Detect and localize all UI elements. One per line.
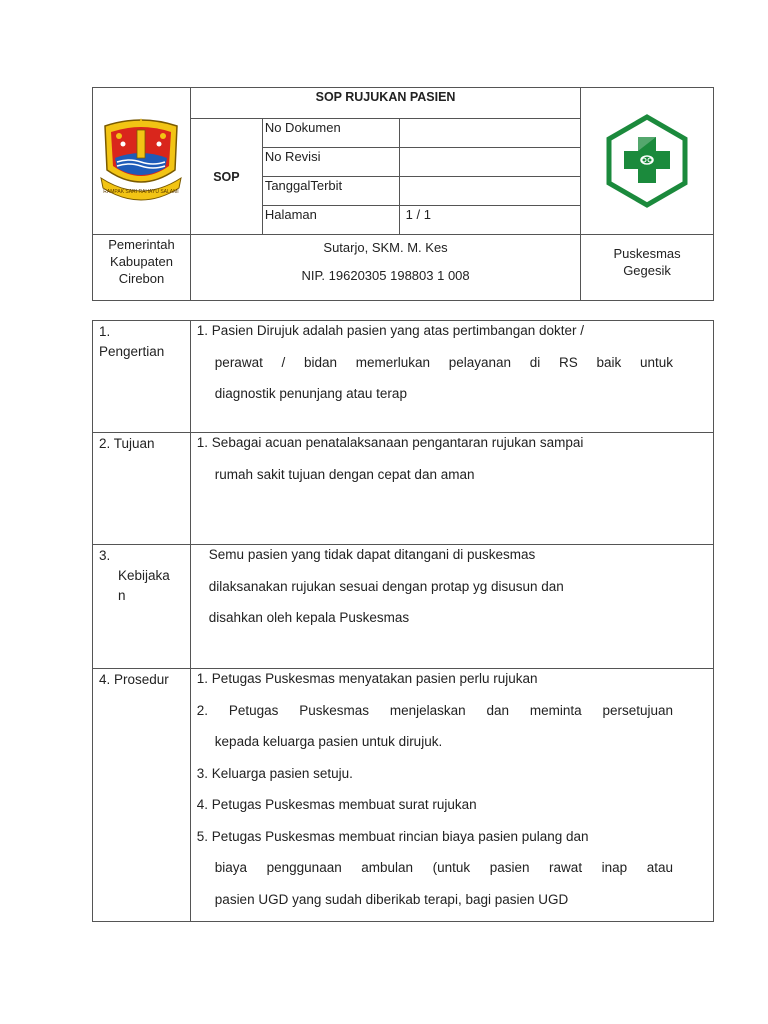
left-org-line-3: Cirebon xyxy=(118,271,165,286)
signer-nip: NIP. 19620305 198803 1 008 xyxy=(301,268,470,283)
pengertian-line-2: perawat / bidan memerlukan pelayanan di RS baik untuk xyxy=(214,354,673,370)
right-org-line-2: Gegesik xyxy=(623,263,671,278)
kebijakan-label xyxy=(93,545,191,669)
prosedur-content xyxy=(190,669,713,922)
sop-header-table xyxy=(92,87,714,301)
section-prosedur xyxy=(93,669,714,922)
cirebon-regency-logo-icon xyxy=(93,108,189,218)
puskesmas-logo-icon xyxy=(602,111,692,211)
section-pengertian xyxy=(93,321,714,433)
prosedur-line-2: 2. Petugas Puskesmas menjelaskan dan meminta persetujuan xyxy=(196,702,673,718)
kebijakan-content xyxy=(190,545,713,669)
pengertian-content xyxy=(190,321,713,433)
kebijakan-line-3: disahkan oleh kepala Puskesmas xyxy=(208,610,410,625)
tujuan-label: 2. Tujuan xyxy=(93,433,191,545)
no-revisi-value xyxy=(399,148,580,177)
prosedur-line-6: 5. Petugas Puskesmas membuat rincian biaya pasien pulang dan xyxy=(196,828,589,844)
kebijakan-line-2: dilaksanakan rujukan sesuai dengan protap yg disusun dan xyxy=(208,578,564,594)
prosedur-label: 4. Prosedur xyxy=(93,669,191,922)
tujuan-content xyxy=(190,433,713,545)
pengertian-line-3: diagnostik penunjang atau terap xyxy=(214,386,407,401)
tanggal-terbit-label: TanggalTerbit xyxy=(262,177,399,206)
right-logo-cell xyxy=(581,88,714,235)
signer-cell xyxy=(190,235,580,301)
logo-motto: RAMPAK SARI RAHAYU SALAMI xyxy=(103,189,180,195)
left-org-cell xyxy=(93,235,191,301)
tanggal-terbit-value xyxy=(399,177,580,206)
section-kebijakan xyxy=(93,545,714,669)
prosedur-line-5: 4. Petugas Puskesmas membuat surat rujukan xyxy=(196,797,477,812)
halaman-label: Halaman xyxy=(262,206,399,235)
tujuan-line-1: 1. Sebagai acuan penatalaksanaan pengantaran rujukan sampai xyxy=(196,435,584,450)
prosedur-line-8: pasien UGD yang sudah diberikab terapi, bagi pasien UGD xyxy=(214,891,569,907)
no-dokumen-value xyxy=(399,119,580,148)
pengertian-label-num: 1. xyxy=(99,324,111,339)
no-revisi-label: No Revisi xyxy=(262,148,399,177)
pengertian-label xyxy=(93,321,191,433)
kebijakan-label-num: 3. xyxy=(99,548,111,563)
right-org-line-1: Puskesmas xyxy=(613,246,681,261)
sop-label: SOP xyxy=(190,119,262,235)
no-dokumen-label: No Dokumen xyxy=(262,119,399,148)
right-org-cell xyxy=(581,235,714,301)
kebijakan-line-1: Semu pasien yang tidak dapat ditangani di puskesmas xyxy=(208,547,536,562)
kebijakan-label-text-2: n xyxy=(118,588,126,603)
prosedur-line-7: biaya penggunaan ambulan (untuk pasien rawat inap atau xyxy=(214,860,673,875)
pengertian-label-text: Pengertian xyxy=(99,344,165,359)
prosedur-line-4: 3. Keluarga pasien setuju. xyxy=(196,765,353,781)
section-tujuan xyxy=(93,433,714,545)
pengertian-line-1: 1. Pasien Dirujuk adalah pasien yang atas pertimbangan dokter / xyxy=(196,323,585,338)
left-org-line-2: Kabupaten xyxy=(110,254,173,269)
document-title: SOP RUJUKAN PASIEN xyxy=(190,88,580,119)
signer-name: Sutarjo, SKM. M. Kes xyxy=(323,240,448,255)
left-org-line-1: Pemerintah xyxy=(108,237,175,252)
prosedur-line-1: 1. Petugas Puskesmas menyatakan pasien perlu rujukan xyxy=(196,671,538,686)
tujuan-line-2: rumah sakit tujuan dengan cepat dan aman xyxy=(214,466,475,482)
kebijakan-label-text-1: Kebijaka xyxy=(118,568,170,583)
halaman-value: 1 / 1 xyxy=(399,206,580,235)
prosedur-line-3: kepada keluarga pasien untuk dirujuk. xyxy=(214,734,443,749)
sop-content-table xyxy=(92,320,714,922)
left-logo-cell xyxy=(93,88,191,235)
